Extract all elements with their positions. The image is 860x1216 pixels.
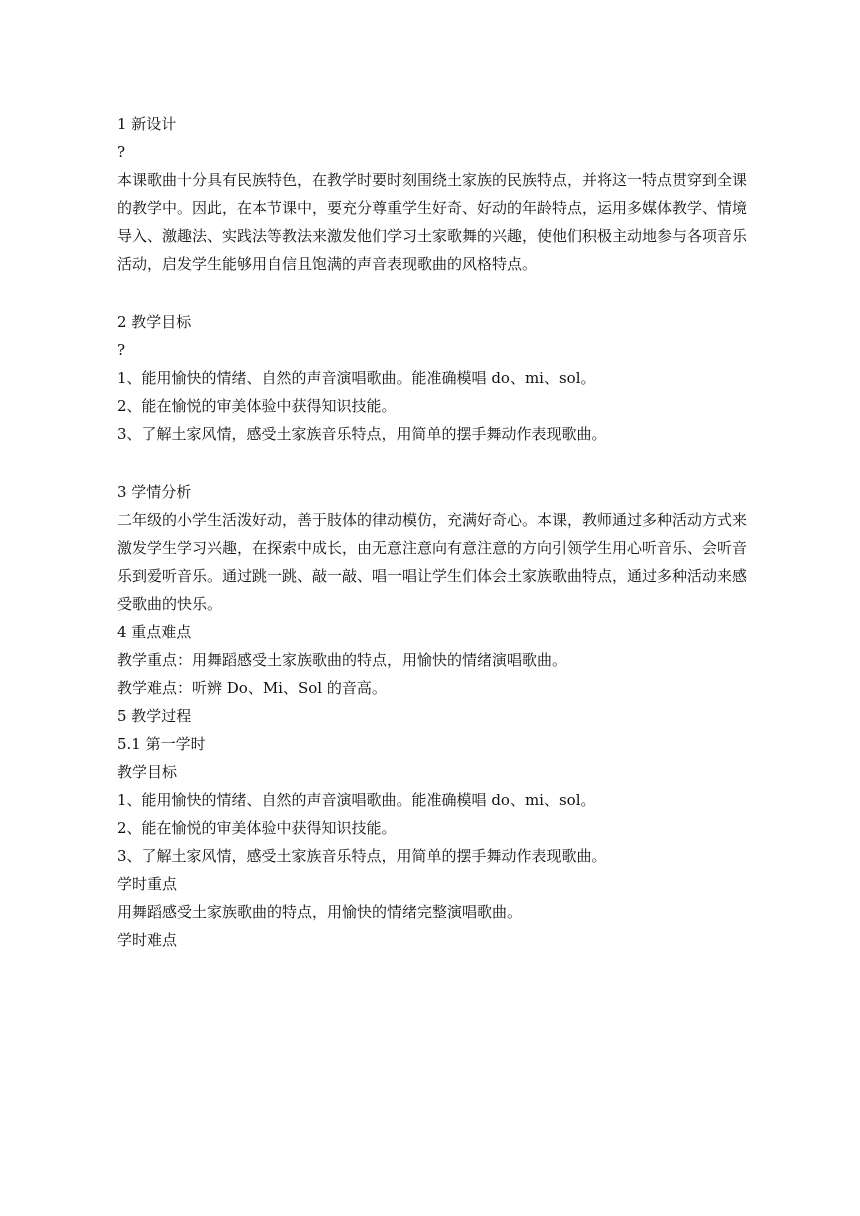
section-marker-1: ? bbox=[117, 143, 126, 161]
goal-item: 1、能用愉快的情绪、自然的声音演唱歌曲。能准确模唱 do、mi、sol。 bbox=[117, 791, 596, 809]
goal-label: 教学目标 bbox=[117, 763, 178, 781]
section-heading-1: 1 新设计 bbox=[117, 115, 177, 133]
goal-item: 2、能在愉悦的审美体验中获得知识技能。 bbox=[117, 819, 397, 837]
objective-item: 2、能在愉悦的审美体验中获得知识技能。 bbox=[117, 397, 397, 415]
section-heading-5: 5 教学过程 bbox=[117, 707, 192, 725]
subsection-heading: 5.1 第一学时 bbox=[117, 735, 206, 753]
design-paragraph: 本课歌曲十分具有民族特色，在教学时要时刻围绕土家族的民族特点，并将这一特点贯穿到全课的教学中。因此，在本节课中，要充分尊重学生好奇、好动的年龄特点，运用多媒体教学、情境导入、激趣法、实践法等教法来激发他们学习土家歌舞的兴趣，使他们积极主动地参与各项音乐活动，启发学生能够用自信且饱满的声音表现歌曲的风格特点。 bbox=[117, 171, 748, 273]
section-heading-3: 3 学情分析 bbox=[117, 483, 192, 501]
section-heading-4: 4 重点难点 bbox=[117, 623, 192, 641]
key-point-item: 教学重点：用舞蹈感受土家族歌曲的特点，用愉快的情绪演唱歌曲。 bbox=[117, 651, 568, 669]
difficulty-label: 学时难点 bbox=[117, 931, 178, 949]
section-marker-2: ? bbox=[117, 341, 126, 359]
key-point-item: 教学难点：听辨 Do、Mi、Sol 的音高。 bbox=[117, 679, 387, 697]
goal-item: 3、了解土家风情，感受土家族音乐特点，用简单的摆手舞动作表现歌曲。 bbox=[117, 847, 607, 865]
document-body bbox=[117, 110, 747, 954]
key-label: 学时重点 bbox=[117, 875, 178, 893]
section-heading-2: 2 教学目标 bbox=[117, 313, 192, 331]
learner-analysis-paragraph: 二年级的小学生活泼好动，善于肢体的律动模仿，充满好奇心。本课，教师通过多种活动方式来激发学生学习兴趣，在探索中成长，由无意注意向有意注意的方向引领学生用心听音乐、会听音乐到爱听音乐。通过跳一跳、敲一敲、唱一唱让学生们体会土家族歌曲特点，通过多种活动来感受歌曲的快乐。 bbox=[117, 511, 748, 613]
key-text: 用舞蹈感受土家族歌曲的特点，用愉快的情绪完整演唱歌曲。 bbox=[117, 903, 523, 921]
objective-item: 1、能用愉快的情绪、自然的声音演唱歌曲。能准确模唱 do、mi、sol。 bbox=[117, 369, 596, 387]
objective-item: 3、了解土家风情，感受土家族音乐特点，用简单的摆手舞动作表现歌曲。 bbox=[117, 425, 607, 443]
